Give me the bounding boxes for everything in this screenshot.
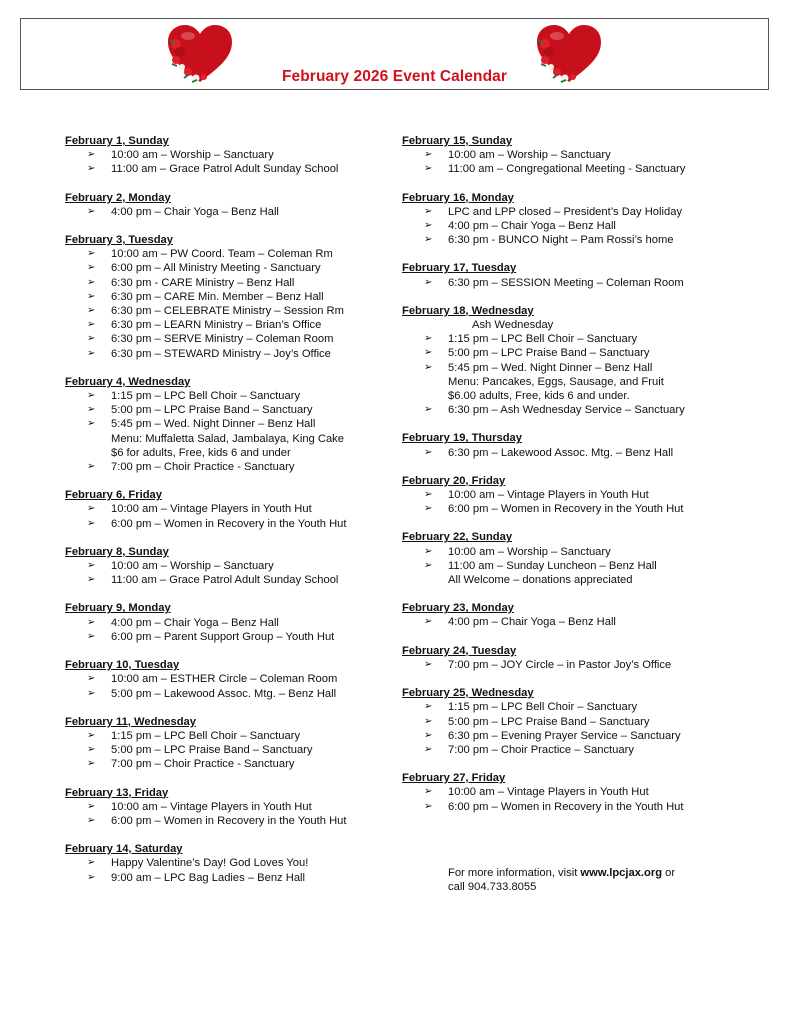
- event-list: [402, 276, 742, 290]
- day-note: Ash Wednesday: [472, 319, 554, 332]
- day-heading: February 17, Tuesday: [402, 262, 517, 275]
- event-text: 7:00 pm – Choir Practice - Sanctuary: [111, 461, 295, 474]
- event-list: [65, 559, 395, 587]
- event-text: 6:30 pm – SERVE Ministry – Coleman Room: [111, 333, 334, 346]
- day-heading: February 15, Sunday: [402, 135, 513, 147]
- event-item: [402, 502, 742, 516]
- day-section: [65, 233, 395, 361]
- arrowhead-bullet-icon: ➢: [424, 658, 433, 670]
- arrowhead-bullet-icon: ➢: [87, 744, 96, 756]
- event-item: [65, 403, 395, 417]
- event-item: [65, 871, 395, 885]
- day-heading: February 18, Wednesday: [402, 304, 534, 317]
- arrowhead-bullet-icon: ➢: [87, 503, 96, 515]
- day-section: [65, 545, 395, 588]
- event-text: 6:00 pm – All Ministry Meeting - Sanctuary: [111, 262, 321, 275]
- arrowhead-bullet-icon: ➢: [87, 758, 96, 770]
- event-list: [402, 785, 742, 813]
- arrowhead-bullet-icon: ➢: [424, 404, 433, 416]
- event-item: [402, 276, 742, 290]
- event-list: [65, 148, 395, 176]
- day-section: [65, 375, 395, 474]
- day-section: [402, 261, 742, 289]
- event-list: [402, 446, 742, 460]
- left-column: [65, 134, 395, 899]
- event-text: 6:30 pm - CARE Ministry – Benz Hall: [111, 276, 295, 289]
- arrowhead-bullet-icon: ➢: [87, 857, 96, 869]
- event-item: [65, 630, 395, 644]
- day-section: [402, 134, 742, 177]
- event-list: [65, 729, 395, 772]
- day-section: [65, 488, 395, 531]
- arrowhead-bullet-icon: ➢: [424, 545, 433, 557]
- day-section: [402, 601, 742, 629]
- right-column: [402, 134, 742, 828]
- event-text: 10:00 am – Vintage Players in Youth Hut: [111, 800, 312, 813]
- arrowhead-bullet-icon: ➢: [424, 361, 433, 373]
- event-list: [402, 148, 742, 176]
- event-item: [65, 559, 395, 573]
- event-item: [65, 743, 395, 757]
- event-list: [402, 488, 742, 516]
- event-item: [402, 715, 742, 729]
- day-section: [65, 191, 395, 219]
- arrowhead-bullet-icon: ➢: [424, 559, 433, 571]
- website-link[interactable]: www.lpcjax.org: [580, 867, 663, 879]
- arrowhead-bullet-icon: ➢: [87, 390, 96, 402]
- event-text: 6:30 pm – LEARN Ministry – Brian’s Office: [111, 319, 322, 332]
- event-text: Happy Valentine’s Day! God Loves You!: [111, 857, 309, 870]
- event-item: [65, 460, 395, 474]
- event-item: [402, 446, 742, 460]
- event-text: 6:00 pm – Women in Recovery in the Youth Hut: [111, 814, 347, 827]
- event-text: 1:15 pm – LPC Bell Choir – Sanctuary: [448, 701, 638, 714]
- arrowhead-bullet-icon: ➢: [87, 687, 96, 699]
- event-item: [402, 332, 742, 346]
- day-heading: February 22, Sunday: [402, 531, 513, 544]
- event-text: 6:30 pm – CELEBRATE Ministry – Session Rm: [111, 305, 344, 318]
- event-text: 4:00 pm – Chair Yoga – Benz Hall: [448, 616, 616, 629]
- event-item: [65, 573, 395, 587]
- event-item: [402, 785, 742, 799]
- event-text: 11:00 am – Grace Patrol Adult Sunday School: [111, 574, 339, 587]
- event-text: 11:00 am – Sunday Luncheon – Benz Hall: [448, 559, 657, 572]
- event-text: 6:00 pm – Parent Support Group – Youth Hut: [111, 630, 335, 643]
- day-heading: February 4, Wednesday: [65, 375, 191, 388]
- event-item: [402, 346, 742, 360]
- arrowhead-bullet-icon: ➢: [87, 290, 96, 302]
- day-heading: February 14, Saturday: [65, 843, 183, 856]
- event-text: 5:45 pm – Wed. Night Dinner – Benz Hall: [448, 361, 653, 374]
- event-detail: $6 for adults, Free, kids 6 and under: [111, 446, 291, 459]
- event-item: [65, 318, 395, 332]
- day-section: [65, 601, 395, 644]
- day-heading: February 19, Thursday: [402, 432, 522, 445]
- arrowhead-bullet-icon: ➢: [424, 786, 433, 798]
- event-item: [402, 658, 742, 672]
- event-list: [65, 672, 395, 700]
- event-text: 4:00 pm – Chair Yoga – Benz Hall: [111, 616, 279, 629]
- day-heading: February 8, Sunday: [65, 545, 169, 558]
- day-section: [402, 191, 742, 248]
- event-list: [402, 205, 742, 248]
- event-text: 6:30 pm – Lakewood Assoc. Mtg. – Benz Hall: [448, 446, 674, 459]
- day-heading: February 20, Friday: [402, 474, 506, 487]
- event-text: 6:30 pm – Evening Prayer Service – Sanctuary: [448, 729, 681, 742]
- footer-text-after: or: [662, 867, 676, 879]
- event-item: [402, 361, 742, 404]
- event-list: [65, 856, 395, 884]
- day-heading: February 11, Wednesday: [65, 715, 196, 728]
- event-item: [65, 757, 395, 771]
- event-text: 1:15 pm – LPC Bell Choir – Sanctuary: [111, 390, 301, 403]
- event-list: [65, 502, 395, 530]
- day-heading: February 24, Tuesday: [402, 644, 517, 657]
- arrowhead-bullet-icon: ➢: [87, 616, 96, 628]
- arrowhead-bullet-icon: ➢: [87, 305, 96, 317]
- event-text: 10:00 am – Vintage Players in Youth Hut: [448, 786, 649, 799]
- event-text: 10:00 am – Worship – Sanctuary: [111, 149, 274, 162]
- event-list: [402, 615, 742, 629]
- day-heading: February 13, Friday: [65, 786, 169, 799]
- arrowhead-bullet-icon: ➢: [87, 333, 96, 345]
- event-detail: $6.00 adults, Free, kids 6 and under.: [448, 390, 630, 403]
- event-list: [402, 700, 742, 757]
- event-list: [65, 389, 395, 474]
- day-heading: February 16, Monday: [402, 191, 514, 204]
- event-text: 6:30 pm – Ash Wednesday Service – Sanctuary: [448, 404, 685, 417]
- event-list: [402, 332, 742, 417]
- event-item: [402, 800, 742, 814]
- event-item: [65, 616, 395, 630]
- arrowhead-bullet-icon: ➢: [87, 248, 96, 260]
- event-text: 1:15 pm – LPC Bell Choir – Sanctuary: [111, 729, 301, 742]
- event-item: [402, 743, 742, 757]
- arrowhead-bullet-icon: ➢: [424, 715, 433, 727]
- day-heading: February 23, Monday: [402, 602, 514, 615]
- day-heading: February 3, Tuesday: [65, 234, 173, 247]
- event-item: [65, 205, 395, 219]
- event-text: 6:30 pm - BUNCO Night – Pam Rossi’s home: [448, 234, 674, 247]
- event-item: [65, 162, 395, 176]
- arrowhead-bullet-icon: ➢: [87, 630, 96, 642]
- event-item: [402, 700, 742, 714]
- event-detail: Menu: Muffaletta Salad, Jambalaya, King Cake: [111, 432, 344, 445]
- event-item: [402, 219, 742, 233]
- event-list: [65, 205, 395, 219]
- event-item: [402, 233, 742, 247]
- event-text: 6:00 pm – Women in Recovery in the Youth Hut: [448, 503, 684, 516]
- arrowhead-bullet-icon: ➢: [87, 729, 96, 741]
- event-text: 5:00 pm – LPC Praise Band – Sanctuary: [448, 715, 650, 728]
- day-section: [65, 842, 395, 885]
- arrowhead-bullet-icon: ➢: [87, 149, 96, 161]
- arrowhead-bullet-icon: ➢: [87, 404, 96, 416]
- event-text: 6:00 pm – Women in Recovery in the Youth Hut: [448, 800, 684, 813]
- event-item: [65, 276, 395, 290]
- arrowhead-bullet-icon: ➢: [87, 262, 96, 274]
- event-text: 5:45 pm – Wed. Night Dinner – Benz Hall: [111, 418, 316, 431]
- arrowhead-bullet-icon: ➢: [424, 729, 433, 741]
- event-text: 10:00 am – Worship – Sanctuary: [111, 560, 274, 573]
- event-text: 9:00 am – LPC Bag Ladies – Benz Hall: [111, 871, 306, 884]
- event-item: [65, 417, 395, 460]
- arrowhead-bullet-icon: ➢: [424, 503, 433, 515]
- arrowhead-bullet-icon: ➢: [424, 489, 433, 501]
- event-item: [402, 162, 742, 176]
- event-item: [65, 814, 395, 828]
- day-heading: February 2, Monday: [65, 191, 171, 204]
- event-item: [65, 304, 395, 318]
- arrowhead-bullet-icon: ➢: [424, 347, 433, 359]
- arrowhead-bullet-icon: ➢: [87, 319, 96, 331]
- phone-number: call 904.733.8055: [448, 881, 537, 894]
- event-item: [65, 347, 395, 361]
- arrowhead-bullet-icon: ➢: [87, 347, 96, 359]
- event-item: [65, 672, 395, 686]
- arrowhead-bullet-icon: ➢: [87, 461, 96, 473]
- event-item: [65, 729, 395, 743]
- page-title: February 2026 Event Calendar: [281, 68, 508, 85]
- event-text: 11:00 am – Grace Patrol Adult Sunday School: [111, 163, 339, 176]
- event-text: 10:00 am – Worship – Sanctuary: [448, 149, 611, 162]
- event-text: 5:00 pm – LPC Praise Band – Sanctuary: [111, 404, 313, 417]
- arrowhead-bullet-icon: ➢: [87, 814, 96, 826]
- arrowhead-bullet-icon: ➢: [424, 701, 433, 713]
- event-text: 5:00 pm – LPC Praise Band – Sanctuary: [448, 347, 650, 360]
- footer-text: For more information, visit: [448, 867, 581, 879]
- arrowhead-bullet-icon: ➢: [424, 616, 433, 628]
- event-text: 7:00 pm – Choir Practice – Sanctuary: [448, 743, 634, 756]
- header-banner: [20, 18, 769, 90]
- arrowhead-bullet-icon: ➢: [87, 673, 96, 685]
- day-heading: February 10, Tuesday: [65, 659, 180, 672]
- arrowhead-bullet-icon: ➢: [424, 800, 433, 812]
- event-text: 6:30 pm – STEWARD Ministry – Joy’s Office: [111, 347, 331, 360]
- day-heading: February 1, Sunday: [65, 135, 169, 147]
- arrowhead-bullet-icon: ➢: [424, 743, 433, 755]
- event-item: [65, 332, 395, 346]
- arrowhead-bullet-icon: ➢: [424, 333, 433, 345]
- event-list: [65, 800, 395, 828]
- event-text: 7:00 pm – Choir Practice - Sanctuary: [111, 758, 295, 771]
- event-list: [402, 545, 742, 588]
- event-item: [402, 205, 742, 219]
- event-item: [65, 517, 395, 531]
- day-heading: February 25, Wednesday: [402, 687, 534, 700]
- event-text: 10:00 am – Worship – Sanctuary: [448, 545, 611, 558]
- arrowhead-bullet-icon: ➢: [87, 276, 96, 288]
- event-item: [402, 488, 742, 502]
- arrowhead-bullet-icon: ➢: [87, 574, 96, 586]
- arrowhead-bullet-icon: ➢: [87, 800, 96, 812]
- event-text: 6:30 pm – SESSION Meeting – Coleman Room: [448, 276, 684, 289]
- event-item: [65, 290, 395, 304]
- day-section: [402, 644, 742, 672]
- event-text: 10:00 am – Vintage Players in Youth Hut: [448, 489, 649, 502]
- arrowhead-bullet-icon: ➢: [424, 149, 433, 161]
- arrowhead-bullet-icon: ➢: [424, 205, 433, 217]
- event-text: 6:00 pm – Women in Recovery in the Youth Hut: [111, 517, 347, 530]
- event-item: [402, 729, 742, 743]
- arrowhead-bullet-icon: ➢: [87, 205, 96, 217]
- arrowhead-bullet-icon: ➢: [424, 220, 433, 232]
- event-list: [65, 247, 395, 361]
- event-text: 5:00 pm – Lakewood Assoc. Mtg. – Benz Hall: [111, 687, 337, 700]
- arrowhead-bullet-icon: ➢: [424, 446, 433, 458]
- event-text: 5:00 pm – LPC Praise Band – Sanctuary: [111, 744, 313, 757]
- event-text: 11:00 am – Congregational Meeting - Sanctuary: [448, 163, 686, 176]
- arrowhead-bullet-icon: ➢: [424, 163, 433, 175]
- event-item: [402, 403, 742, 417]
- day-section: [65, 658, 395, 701]
- event-text: 6:30 pm – CARE Min. Member – Benz Hall: [111, 290, 324, 303]
- event-item: [65, 502, 395, 516]
- event-item: [65, 856, 395, 870]
- day-section: [402, 431, 742, 459]
- day-heading: February 27, Friday: [402, 772, 506, 785]
- event-detail: Menu: Pancakes, Eggs, Sausage, and Fruit: [448, 375, 664, 388]
- event-item: [402, 615, 742, 629]
- event-item: [65, 261, 395, 275]
- event-list: [402, 658, 742, 672]
- event-item: [402, 545, 742, 559]
- day-heading: February 9, Monday: [65, 602, 171, 615]
- day-section: [65, 134, 395, 177]
- event-item: [65, 148, 395, 162]
- arrowhead-bullet-icon: ➢: [87, 871, 96, 883]
- event-item: [65, 800, 395, 814]
- event-item: [65, 247, 395, 261]
- event-list: [65, 616, 395, 644]
- event-item: [65, 389, 395, 403]
- day-section: [402, 474, 742, 517]
- day-section: [402, 304, 742, 418]
- day-heading: February 6, Friday: [65, 489, 162, 502]
- arrowhead-bullet-icon: ➢: [87, 517, 96, 529]
- event-text: 10:00 am – ESTHER Circle – Coleman Room: [111, 673, 338, 686]
- arrowhead-bullet-icon: ➢: [87, 560, 96, 572]
- event-detail: All Welcome – donations appreciated: [448, 574, 633, 587]
- event-text: 10:00 am – Vintage Players in Youth Hut: [111, 503, 312, 516]
- day-section: [65, 715, 395, 772]
- day-section: [402, 530, 742, 587]
- day-section: [402, 771, 742, 814]
- arrowhead-bullet-icon: ➢: [424, 276, 433, 288]
- day-section: [65, 786, 395, 829]
- event-item: [402, 148, 742, 162]
- event-text: 7:00 pm – JOY Circle – in Pastor Joy’s Office: [448, 658, 672, 671]
- event-text: LPC and LPP closed – President’s Day Holiday: [448, 205, 683, 218]
- arrowhead-bullet-icon: ➢: [424, 234, 433, 246]
- event-text: 4:00 pm – Chair Yoga – Benz Hall: [448, 220, 616, 233]
- event-text: 10:00 am – PW Coord. Team – Coleman Rm: [111, 248, 333, 261]
- day-section: [402, 686, 742, 757]
- arrowhead-bullet-icon: ➢: [87, 418, 96, 430]
- arrowhead-bullet-icon: ➢: [87, 163, 96, 175]
- event-item: [402, 559, 742, 587]
- contact-info: [448, 866, 738, 894]
- event-text: 4:00 pm – Chair Yoga – Benz Hall: [111, 205, 279, 218]
- event-item: [65, 687, 395, 701]
- event-text: 1:15 pm – LPC Bell Choir – Sanctuary: [448, 333, 638, 346]
